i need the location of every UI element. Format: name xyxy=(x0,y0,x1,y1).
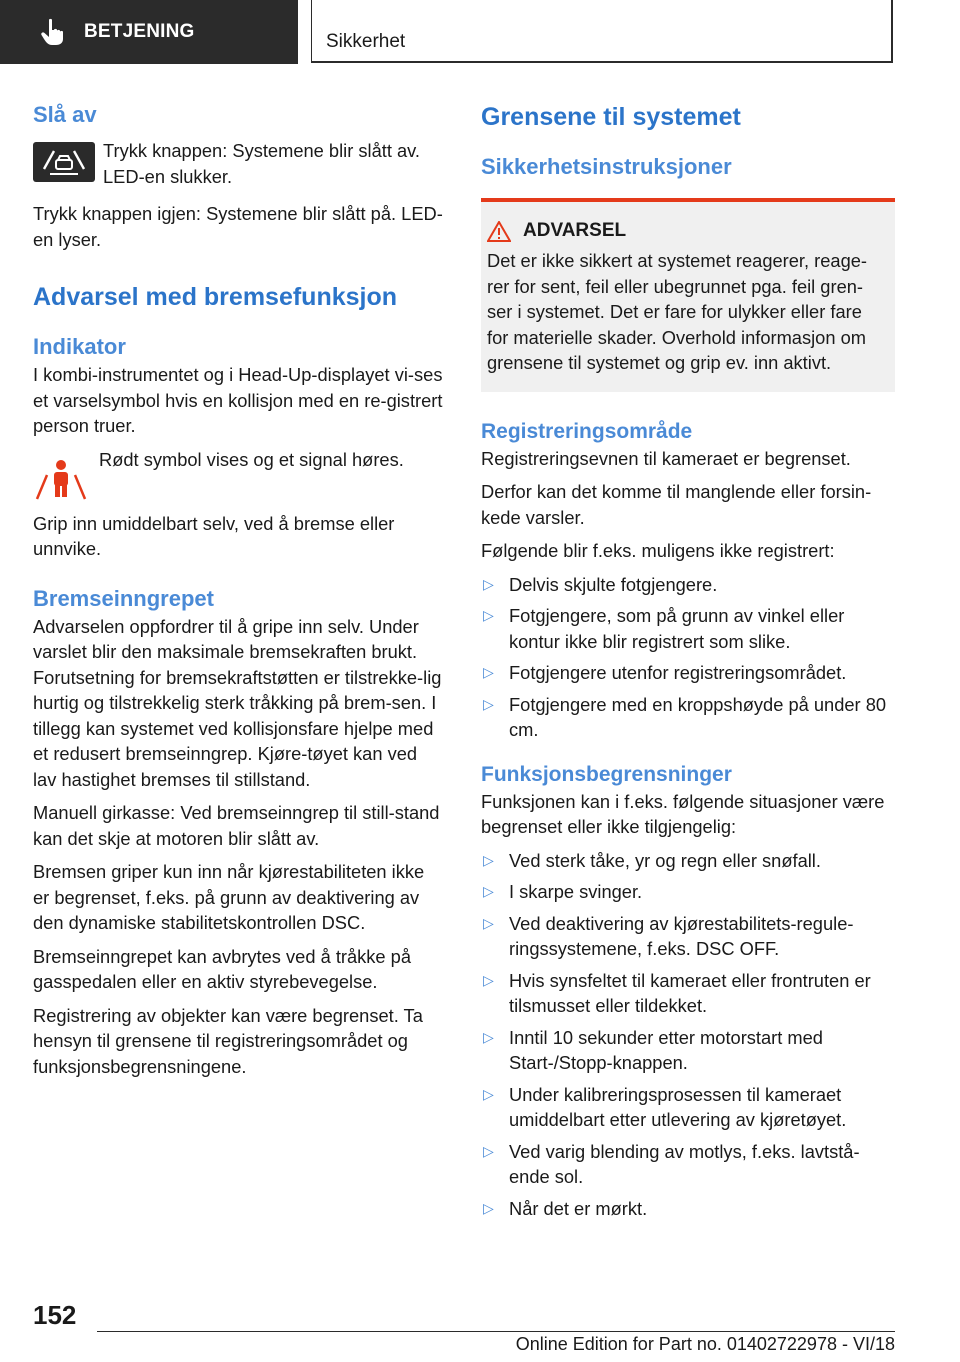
bullet-triangle-icon: ▷ xyxy=(483,971,494,988)
warning-title: ADVARSEL xyxy=(523,220,627,241)
left-column xyxy=(33,100,443,1087)
indicator-text: I kombi-instrumentet og i Head-Up-displayet vi-ses et varselsymbol hvis en kollisjon med en re-gistrert person truer. xyxy=(33,364,443,436)
bullet-triangle-icon: ▷ xyxy=(483,1085,494,1102)
off-row xyxy=(33,138,443,197)
list-item: ▷ Ved deaktivering av kjørestabilitets-regule-ringssystemene, f.eks. DSC OFF. xyxy=(483,912,854,959)
brake-paragraph-4: Bremseinngrepet kan avbrytes ved å tråkke på gasspedalen eller en aktiv styrebevegelse. xyxy=(33,945,412,992)
bullet-triangle-icon: ▷ xyxy=(483,1142,494,1159)
warning-triangle-icon xyxy=(487,221,511,242)
heading-system-limits: Grensene til systemet xyxy=(481,103,741,131)
heading-warning-brake: Advarsel med bremsefunksjon xyxy=(33,283,398,311)
section-title: BETJENING xyxy=(84,21,195,42)
area-paragraph-1: Registreringsevnen til kameraet er begrenset. xyxy=(481,447,851,469)
heading-detection-area: Registreringsområde xyxy=(481,419,693,443)
right-column xyxy=(481,100,895,1227)
heading-safety-instructions: Sikkerhetsinstruksjoner xyxy=(481,154,732,179)
chapter-tab xyxy=(311,0,893,63)
bullet-triangle-icon: ▷ xyxy=(483,1028,494,1045)
heading-brake-intervention: Bremseinngrepet xyxy=(33,585,214,611)
heading-off: Slå av xyxy=(33,102,97,127)
area-paragraph-3: Følgende blir f.eks. muligens ikke registrert: xyxy=(481,540,835,561)
bullet-triangle-icon: ▷ xyxy=(483,607,494,623)
area-paragraph-2: Derfor kan det komme til manglende eller forsin-kede varsler. xyxy=(481,481,872,528)
bullet-triangle-icon: ▷ xyxy=(483,575,494,592)
bullet-triangle-icon: ▷ xyxy=(483,883,494,899)
warning-text: Det er ikke sikkert at systemet reagerer, reage-rer for sent, feil eller ubegrunnet pga. feil gren-ser i systemet. Det er fare for ulykker eller fare for materielle skader. Overhold informasjon om grensene til systemet og grip ev. inn aktivt. xyxy=(487,250,867,373)
list-item: ▷ Fotgjengere med en kroppshøyde på under 80 cm. xyxy=(483,693,887,740)
off-text: Trykk knappen: Systemene blir slått av. LED-en slukker. xyxy=(103,140,421,187)
bullet-triangle-icon: ▷ xyxy=(483,664,494,680)
brake-paragraph-1: Advarselen oppfordrer til å gripe inn selv. Under varslet blir den maksimale bremsekraften brukt. Forutsetning for bremsekraftstøtten er tilstrekke-lig hurtig og tilstrekkelig sterk tråkking på brem-sen. I tillegg kan systemet ved kollisjonsfare hjelpe med et redusert bremseinngrep. Kjøre-tøyet kan ved lav hastighet bremses til stillstand. xyxy=(33,615,442,790)
bullet-triangle-icon: ▷ xyxy=(483,695,494,712)
footer-divider xyxy=(97,1331,895,1332)
func-list xyxy=(481,848,895,1222)
brake-paragraph-2: Manuell girkasse: Ved bremseinngrep til still-stand kan det skje at motoren blir slått av. xyxy=(33,802,440,849)
on-text: Trykk knappen igjen: Systemene blir slått på. LED-en lyser. xyxy=(33,203,443,250)
bullet-triangle-icon: ▷ xyxy=(483,914,494,931)
list-item: ▷ Under kalibreringsprosessen til kameraet umiddelbart etter utlevering av kjøretøyet. xyxy=(483,1083,847,1130)
list-item: ▷ Når det er mørkt. xyxy=(481,1196,895,1222)
red-symbol-row xyxy=(33,447,443,505)
list-item: ▷ Fotgjengere, som på grunn av vinkel eller kontur ikke blir registrert som slike. xyxy=(483,605,845,652)
page-number: 152 xyxy=(33,1300,77,1330)
chapter-title: Sikkerhet xyxy=(326,31,406,52)
func-paragraph-1: Funksjonen kan i f.eks. følgende situasjoner være begrenset eller ikke tilgjengelig: xyxy=(481,790,885,837)
list-item: ▷ Inntil 10 sekunder etter motorstart med Start-/Stopp-knappen. xyxy=(483,1026,823,1073)
edition-text: Online Edition for Part no. 01402722978 - VI/18 xyxy=(515,1334,895,1354)
section-tab xyxy=(0,0,298,64)
grip-text: Grip inn umiddelbart selv, ved å bremse eller unnvike. xyxy=(33,512,395,559)
hand-pointer-icon xyxy=(40,18,66,46)
red-symbol-text: Rødt symbol vises og et signal høres. xyxy=(99,448,404,470)
collision-warning-button-icon xyxy=(33,142,95,182)
list-item: ▷ Delvis skjulte fotgjengere. xyxy=(481,572,895,598)
bullet-triangle-icon: ▷ xyxy=(483,1199,494,1216)
warning-title-row xyxy=(487,220,887,242)
warning-box xyxy=(481,198,895,392)
pedestrian-warning-icon xyxy=(33,455,89,505)
list-item: ▷ Ved sterk tåke, yr og regn eller snøfall. xyxy=(481,848,895,874)
area-list xyxy=(481,572,895,743)
heading-indicator: Indikator xyxy=(33,334,126,359)
heading-function-limits: Funksjonsbegrensninger xyxy=(481,762,732,786)
brake-paragraph-5: Registrering av objekter kan være begrenset. Ta hensyn til grensene til registreringsområdet og funksjonsbegrensningene. xyxy=(33,1004,423,1077)
bullet-triangle-icon: ▷ xyxy=(483,851,494,868)
list-item: ▷ Hvis synsfeltet til kameraet eller frontruten er tilsmusset eller tildekket. xyxy=(483,969,871,1016)
list-item: ▷ I skarpe svinger. xyxy=(481,879,895,905)
list-item: ▷ Ved varig blending av motlys, f.eks. lavtstå-ende sol. xyxy=(483,1140,860,1187)
list-item: ▷ Fotgjengere utenfor registreringsområdet. xyxy=(481,660,895,686)
brake-paragraph-3: Bremsen griper kun inn når kjørestabiliteten ikke er begrenset, f.eks. på grunn av deaktivering av den dynamiske stabilitetskontrollen DSC. xyxy=(33,861,425,933)
